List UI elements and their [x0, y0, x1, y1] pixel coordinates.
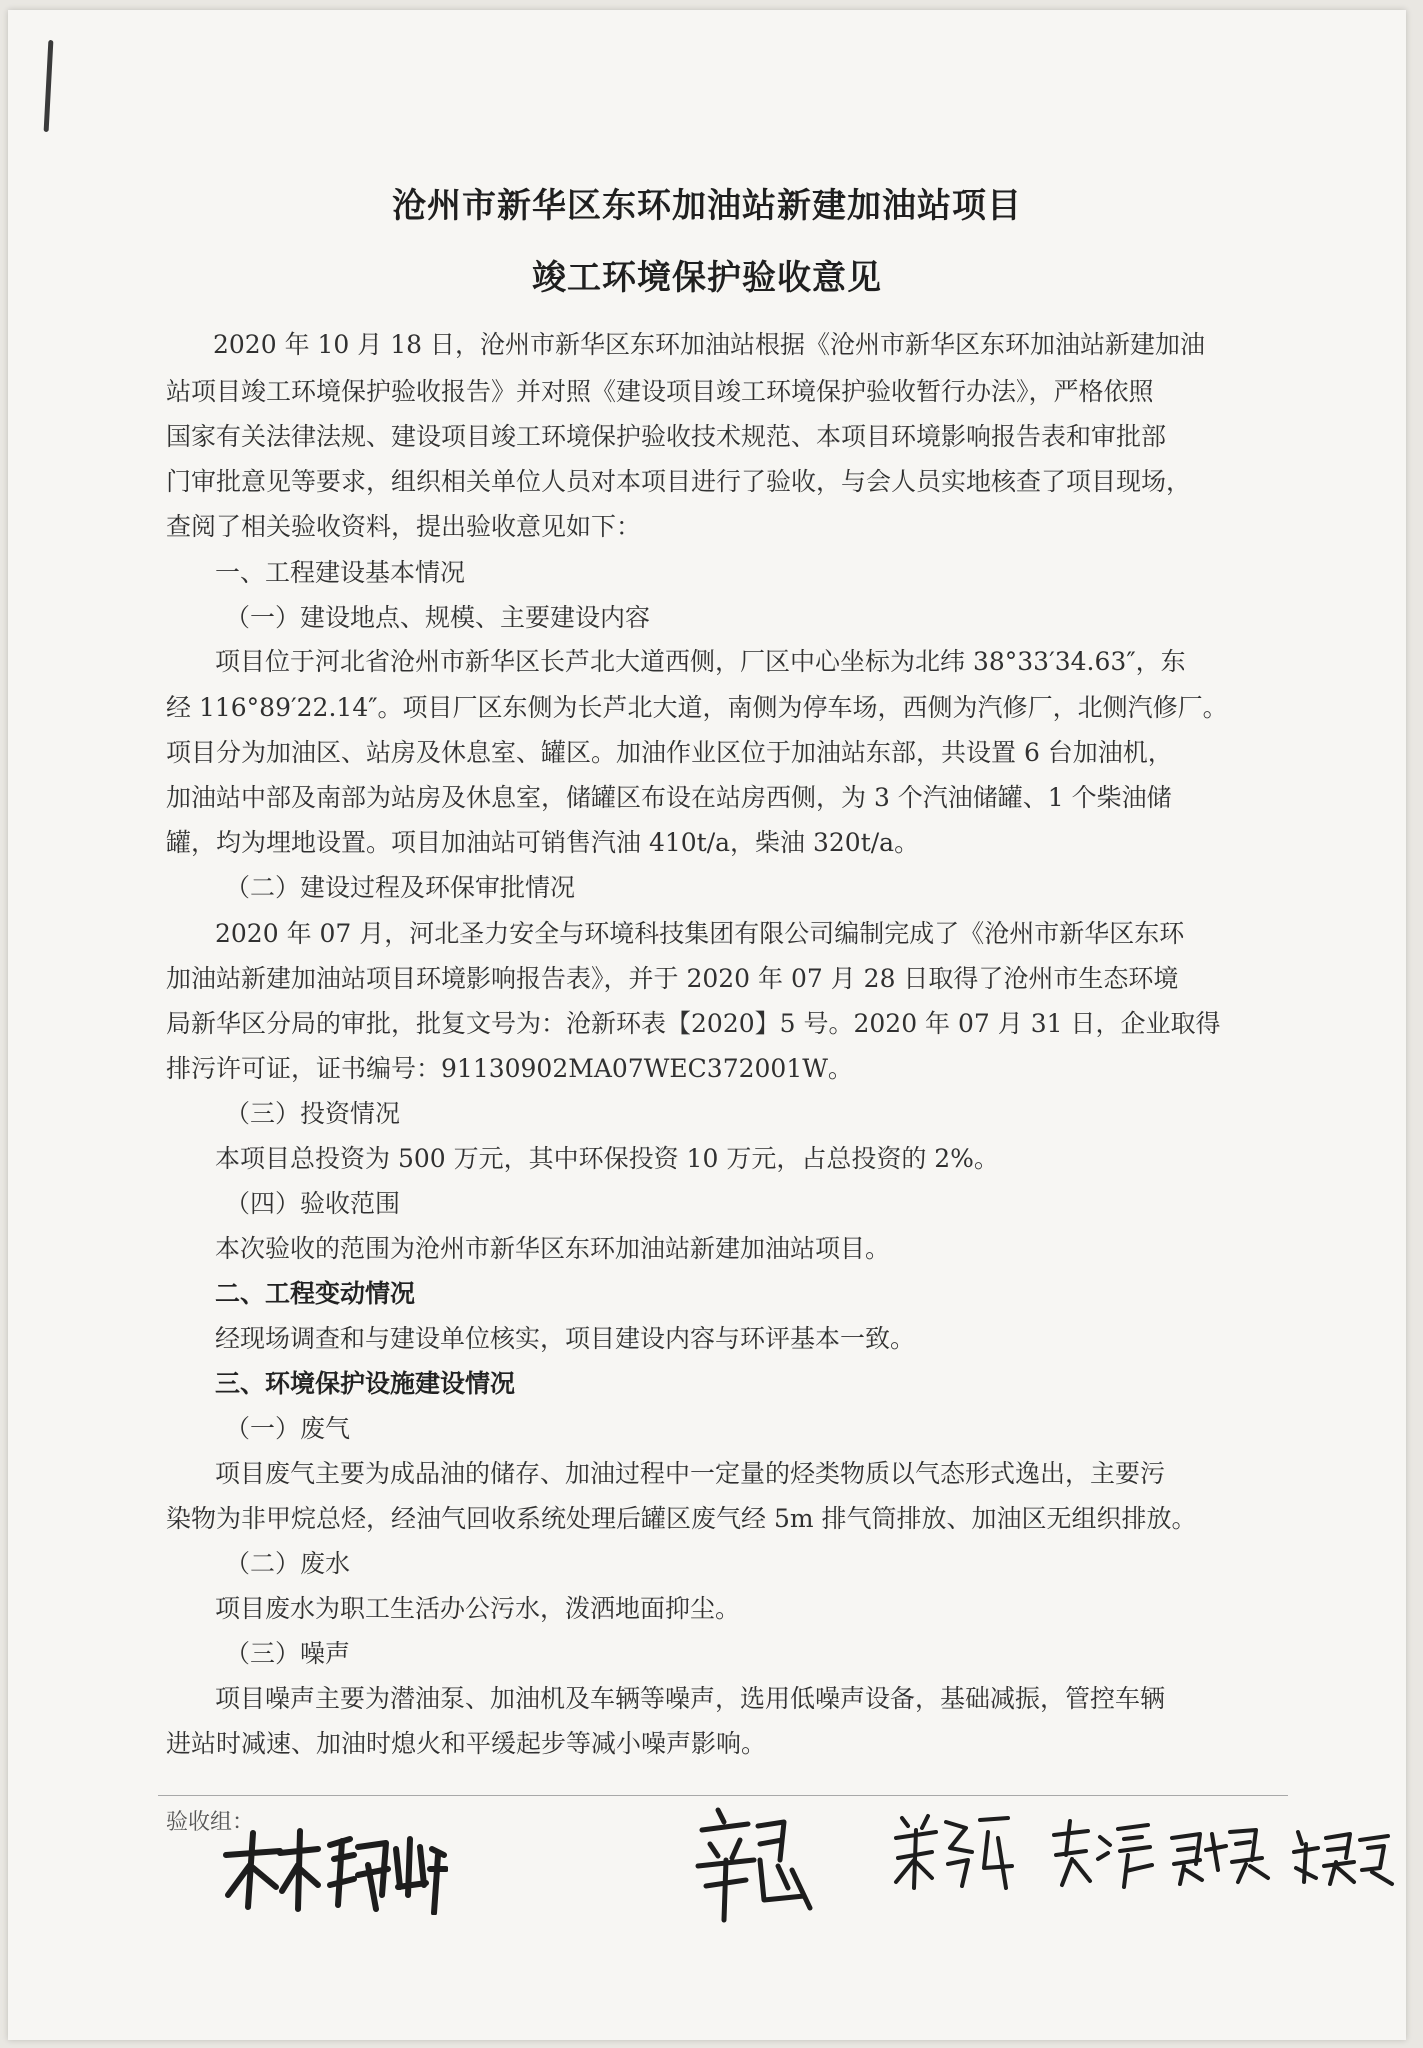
document-line: 本次验收的范围为沧州市新华区东环加油站新建加油站项目。 [215, 1234, 891, 1263]
document-line: （四）验收范围 [225, 1189, 401, 1218]
signature-3 [888, 1808, 1018, 1898]
document-line: （二）建设过程及环保审批情况 [225, 873, 576, 902]
acceptance-group-label: 验收组： [166, 1810, 255, 1835]
document-line: （二）废水 [225, 1549, 351, 1578]
document-line: 项目废气主要为成品油的储存、加油过程中一定量的烃类物质以气态形式逸出，主要污 [215, 1459, 1166, 1488]
document-line: 加油站中部及南部为站房及休息室，储罐区布设在站房西侧，为 3 个汽油储罐、1 个柴油储 [166, 783, 1172, 812]
signature-1 [218, 1825, 448, 1915]
document-line: （三）噪声 [225, 1639, 351, 1668]
document-line: 染物为非甲烷总烃，经油气回收系统处理后罐区废气经 5m 排气筒排放、加油区无组织排放。 [166, 1504, 1197, 1533]
document-line: 二、工程变动情况 [215, 1279, 416, 1308]
document-line: 项目位于河北省沧州市新华区长芦北大道西侧，厂区中心坐标为北纬 38°33′34.63″，东 [215, 647, 1186, 676]
binding-mark [44, 40, 54, 132]
document-line: 加油站新建加油站项目环境影响报告表》，并于 2020 年 07 月 28 日取得了沧州市生态环境 [166, 964, 1179, 993]
document-subtitle: 竣工环境保护验收意见 [532, 258, 882, 298]
document-line: 项目噪声主要为潜油泵、加油机及车辆等噪声，选用低噪声设备，基础减振，管控车辆 [215, 1684, 1166, 1713]
document-line: 查阅了相关验收资料，提出验收意见如下： [166, 512, 642, 541]
document-line: 门审批意见等要求，组织相关单位人员对本项目进行了验收，与会人员实地核查了项目现场， [166, 467, 1192, 496]
document-line: 经现场调查和与建设单位核实，项目建设内容与环评基本一致。 [215, 1324, 916, 1353]
document-line: （三）投资情况 [225, 1099, 401, 1128]
signature-divider [158, 1795, 1288, 1796]
signature-2 [688, 1800, 818, 1930]
document-line: 站项目竣工环境保护验收报告》并对照《建设项目竣工环境保护验收暂行办法》，严格依照 [166, 377, 1154, 406]
document-line: 排污许可证，证书编号：91130902MA07WEC372001W。 [166, 1054, 853, 1083]
document-line: 国家有关法律法规、建设项目竣工环境保护验收技术规范、本项目环境影响报告表和审批部 [166, 422, 1167, 451]
document-line: 2020 年 10 月 18 日，沧州市新华区东环加油站根据《沧州市新华区东环加油站新建加油 [213, 330, 1205, 359]
document-line: 经 116°89′22.14″。项目厂区东侧为长芦北大道，南侧为停车场，西侧为汽修厂，北侧汽修厂。 [166, 693, 1228, 722]
signature-5 [1166, 1820, 1276, 1890]
document-line: 本项目总投资为 500 万元，其中环保投资 10 万元，占总投资的 2%。 [215, 1144, 999, 1173]
document-line: 项目分为加油区、站房及休息室、罐区。加油作业区位于加油站东部，共设置 6 台加油机， [166, 738, 1173, 767]
document-line: 一、工程建设基本情况 [215, 558, 466, 587]
document-line: （一）建设地点、规模、主要建设内容 [225, 603, 651, 632]
document-line: 罐，均为埋地设置。项目加油站可销售汽油 410t/a，柴油 320t/a。 [166, 828, 920, 857]
document-line: （一）废气 [225, 1414, 351, 1443]
document-line: 局新华区分局的审批，批复文号为：沧新环表【2020】5 号。2020 年 07 月 31 日，企业取得 [166, 1009, 1221, 1038]
document-line: 进站时减速、加油时熄火和平缓起步等减小噪声影响。 [166, 1729, 767, 1758]
document-line: 三、环境保护设施建设情况 [215, 1369, 516, 1398]
document-page [8, 10, 1406, 2040]
document-line: 项目废水为职工生活办公污水，泼洒地面抑尘。 [215, 1594, 741, 1623]
signature-6 [1288, 1822, 1398, 1892]
document-title: 沧州市新华区东环加油站新建加油站项目 [392, 186, 1022, 226]
signature-4 [1048, 1815, 1158, 1895]
document-line: 2020 年 07 月，河北圣力安全与环境科技集团有限公司编制完成了《沧州市新华区东环 [215, 919, 1185, 948]
